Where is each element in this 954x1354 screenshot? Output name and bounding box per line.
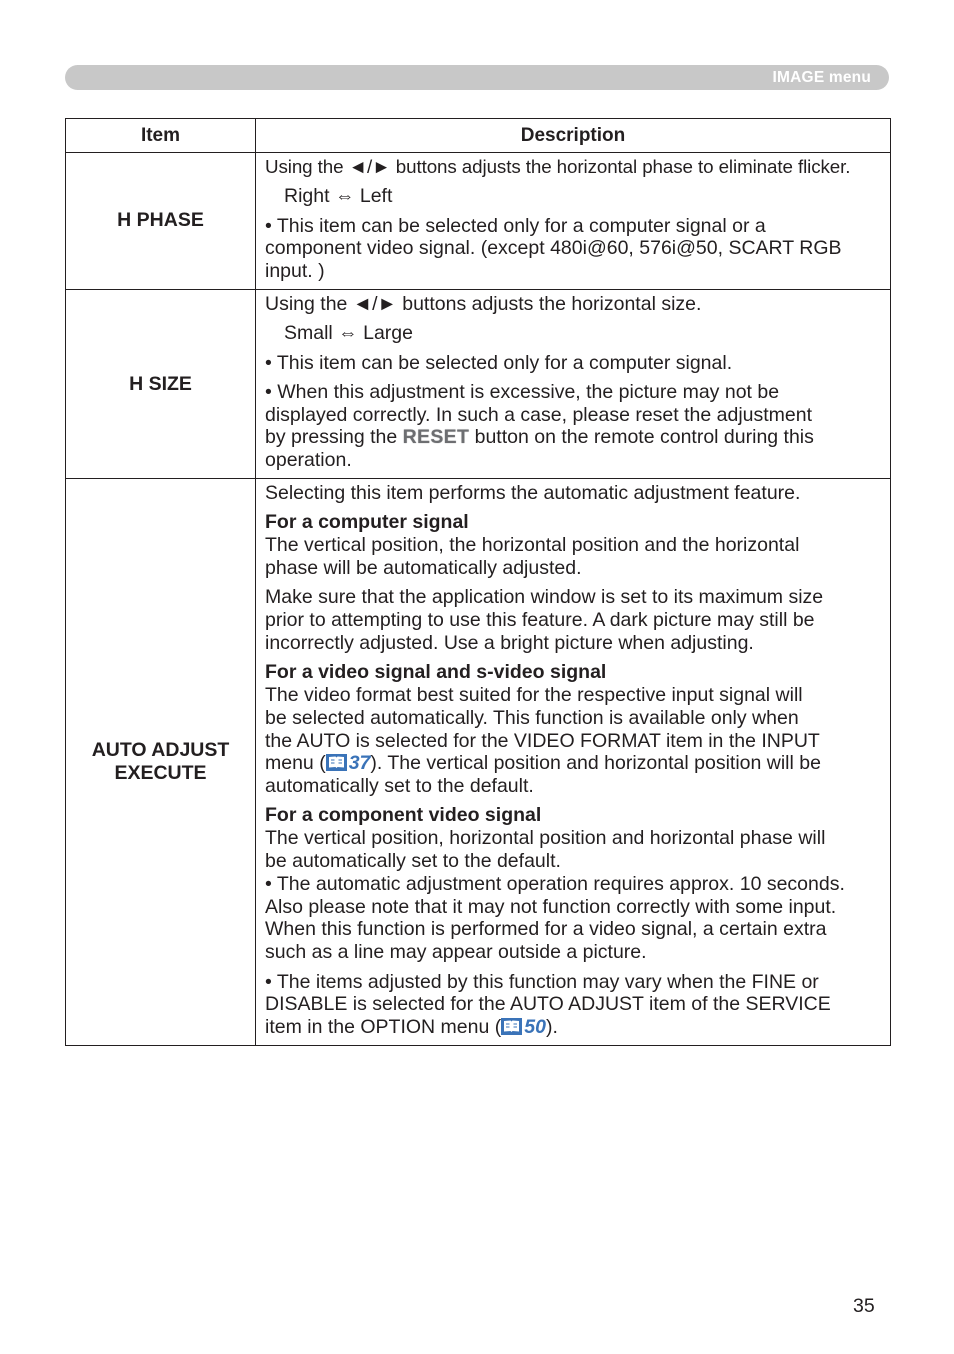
description-h-phase — [256, 153, 891, 290]
table-row-h-phase — [66, 153, 891, 290]
table-row-h-size — [66, 289, 891, 478]
page-reference-50[interactable]: 50 — [524, 1016, 546, 1039]
text-line: by pressing the — [265, 426, 403, 449]
subheading-computer-signal: For a computer signal — [265, 511, 469, 534]
book-reference-icon — [326, 754, 347, 771]
page-reference-37[interactable]: 37 — [348, 752, 371, 775]
h-size-note-computer: • This item can be selected only for a computer signal. — [265, 351, 733, 374]
subheading-component-signal: For a component video signal — [265, 804, 542, 827]
text-line: Also please note that it may not function correctly with some input. — [265, 895, 837, 918]
item-auto-adjust-execute — [66, 479, 256, 1046]
text-line: be automatically set to the default. — [265, 850, 561, 873]
text-line: prior to attempting to use this feature. A dark picture may still be — [265, 609, 815, 632]
text-line: operation. — [265, 449, 352, 472]
text-line: • The items adjusted by this function may vary when the FINE or — [265, 970, 819, 993]
text-line: The vertical position, the horizontal position and the horizontal — [265, 534, 800, 557]
text-line: item in the OPTION menu ( — [265, 1016, 502, 1039]
item-h-size: H SIZE — [66, 289, 256, 478]
text-line: the AUTO is selected for the VIDEO FORMAT item in the INPUT — [265, 729, 820, 752]
text-line: input. ) — [265, 260, 325, 283]
h-phase-note — [265, 215, 882, 283]
auto-adjust-component — [265, 804, 882, 964]
text-line: menu ( — [265, 752, 326, 775]
item-label-line: AUTO ADJUST — [91, 738, 230, 761]
text-line: Make sure that the application window is set to its maximum size — [265, 586, 824, 609]
h-size-usage: Using the ◄/► buttons adjusts the horizontal size. — [265, 292, 702, 315]
column-header-description: Description — [256, 119, 891, 153]
text-line: such as a line may appear outside a picture. — [265, 941, 647, 964]
text-line: DISABLE is selected for the AUTO ADJUST item of the SERVICE — [265, 993, 831, 1016]
description-auto-adjust — [256, 479, 891, 1046]
text-line: The video format best suited for the respective input signal will — [265, 683, 803, 706]
auto-adjust-intro: Selecting this item performs the automatic adjustment feature. — [265, 482, 801, 505]
text-line: • The automatic adjustment operation requires approx. 10 seconds. — [265, 872, 845, 895]
description-h-size — [256, 289, 891, 478]
section-title: IMAGE menu — [772, 69, 871, 86]
text-line: component video signal. (except 480i@60, 576i@50, SCART RGB — [265, 237, 842, 260]
page-number: 35 — [853, 1295, 875, 1317]
book-reference-icon — [501, 1018, 522, 1035]
section-header-bar — [65, 65, 889, 90]
auto-adjust-computer-note — [265, 586, 882, 654]
text-line: incorrectly adjusted. Use a bright picture when adjusting. — [265, 631, 754, 654]
auto-adjust-note — [265, 971, 882, 1039]
h-size-note-excessive — [265, 381, 882, 472]
h-phase-usage: Using the ◄/► buttons adjusts the horizontal phase to eliminate flicker. — [265, 156, 851, 177]
text-line: button on the remote control during this — [469, 426, 814, 449]
text-line: ). The vertical position and horizontal position will be — [370, 752, 821, 775]
reset-button-label: RESET — [402, 426, 470, 449]
text-line: • When this adjustment is excessive, the picture may not be — [265, 380, 780, 403]
image-menu-table — [65, 118, 891, 1046]
table-row-auto-adjust — [66, 479, 891, 1046]
column-header-item: Item — [66, 119, 256, 153]
text-line: • This item can be selected only for a computer signal or a — [265, 214, 766, 237]
auto-adjust-video — [265, 661, 882, 798]
item-label-line: EXECUTE — [114, 761, 207, 784]
h-phase-range: Right ⇔ Left — [284, 185, 393, 208]
text-line: displayed correctly. In such a case, please reset the adjustment — [265, 403, 813, 426]
h-size-range: Small ⇔ Large — [284, 322, 413, 345]
subheading-video-signal: For a video signal and s-video signal — [265, 661, 607, 684]
text-line: When this function is performed for a video signal, a certain extra — [265, 918, 827, 941]
text-line: ). — [545, 1016, 558, 1039]
text-line: The vertical position, horizontal position and horizontal phase will — [265, 827, 826, 850]
text-line: be selected automatically. This function is available only when — [265, 706, 799, 729]
text-line: automatically set to the default. — [265, 775, 534, 798]
item-h-phase: H PHASE — [66, 153, 256, 290]
table-header-row — [66, 119, 891, 153]
text-line: phase will be automatically adjusted. — [265, 556, 582, 579]
auto-adjust-computer — [265, 511, 882, 579]
